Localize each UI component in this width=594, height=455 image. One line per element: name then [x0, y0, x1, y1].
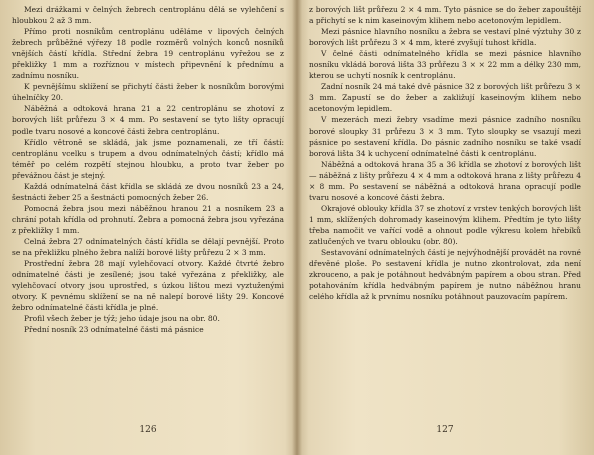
book-gutter: [292, 0, 302, 455]
left-paragraph: Prostřední žebra 28 mají vylehčovací otvory. Každé čtvrté žebro odnímatelné části je zesílené; jsou také vyřezána z překližky, ale vylehčovací otvory jsou uprostřed, s úzkou lištou mezi vyztuženými otvory. K pevnému sklížení se na ně nalepí borové lišty 29. Koncové žebro odnímatelné části křídla je plné.: [12, 259, 284, 313]
left-paragraph: Náběžná a odtoková hrana 21 a 22 centroplánu se zhotoví z borových lišt průřezu 3 × 4 mm. Po sestavení se tyto lišty opracují podle tvaru nosové a koncové části žebra centroplánu.: [12, 104, 284, 136]
left-paragraph: Přímo proti nosníkům centroplánu uděláme v lipových čelných žebrech průběžné výřezy 18 podle rozměrů volných konců nosníků vnějších částí křídla. Střední žebra 19 centroplánu vyřežou se z překližky 1 mm a rozříznou v místech připevnění k přednímu a zadnímu nosníku.: [12, 27, 284, 81]
left-paragraph: Profil všech žeber je týž; jeho údaje jsou na obr. 80.: [24, 314, 220, 324]
right-paragraph: Zadní nosník 24 má také dvě pásnice 32 z borových lišt průřezu 3 × 3 mm. Zapustí se do žeber a zakližují kaseinovým klihem nebo acetonovým lepidlem.: [309, 82, 581, 114]
left-paragraph: Přední nosník 23 odnímatelné části má pásnice: [24, 325, 204, 335]
right-paragraph: Náběžná a odtoková hrana 35 a 36 křídla se zhotoví z borových lišt — náběžná z lišty průřezu 4 × 4 mm a odtoková hrana z lišty průřezu 4 × 8 mm. Po sestavení se náběžná a odtoková hrana opracují podle tvaru nosové a koncové části žebra.: [309, 159, 581, 202]
right-paragraph: z borových lišt průřezu 2 × 4 mm. Tyto pásnice se do žeber zapouštějí a přichytí se k nim kaseinovým klihem nebo acetonovým lepidlem.: [309, 5, 581, 26]
left-paragraph: Mezi drážkami v čelných žebrech centroplánu dělá se vylehčení s hloubkou 2 až 3 mm.: [12, 5, 284, 26]
right-paragraph: V čelné části odnímatelného křídla se mezi pásnice hlavního nosníku vkládá borová lišta 33 průřezu 3 × × 22 mm a délky 230 mm, kterou se uchytí nosník k centroplánu.: [309, 49, 581, 81]
page-number-right: 127: [436, 424, 454, 435]
left-paragraph: Křídlo větroně se skládá, jak jsme poznamenali, ze tří částí: centroplánu vcelku s trupem a dvou odnímatelných částí; křídlo má téměř po celém rozpětí stejnou hloubku, a proto tvar žeber po převážnou část je stejný.: [12, 137, 284, 180]
left-paragraph: Každá odnímatelná část křídla se skládá ze dvou nosníků 23 a 24, šestnácti žeber 25 a šestnácti pomocných žeber 26.: [12, 181, 284, 202]
left-page: [12, 4, 284, 444]
right-paragraph: Okrajové oblouky křídla 37 se zhotoví z vrstev tenkých borových lišt 1 mm, sklížených dohromady kaseinovým klihem. Předtím je tyto lišty třeba namočit ve vařící vodě a ohnout podle výkresu kolem hřebíků zatlučených ve tvaru oblouku (obr. 80).: [309, 203, 581, 246]
right-paragraph: Sestavování odnímatelných částí je nejvýhodnější provádět na rovné dřevěné ploše. Po sestavení křídla je nutno zkontrolovat, zda není zkrouceno, a pak je potáhnout hedvábným papírem a obou stran. Před potahováním křídla hedvábným papírem je nutno náběžnou hranu celého křídla až k prvnímu nosníku potáhnout pauzovacím papírem.: [309, 248, 581, 302]
page-number-left: 126: [139, 424, 157, 435]
right-paragraph: Mezi pásnice hlavního nosníku a žebra se vestaví plné výztuhy 30 z borových lišt průřezu 3 × 4 mm, které zvyšují tuhost křídla.: [309, 27, 581, 48]
left-paragraph: Celná žebra 27 odnímatelných částí křídla se dělají pevnější. Proto se na překližku plného žebra nalíží borové lišty průřezu 2 × 3 mm.: [12, 236, 284, 258]
right-paragraph: V mezerách mezi žebry vsadíme mezi pásnice zadního nosníku borové sloupky 31 průřezu 3 × 3 mm. Tyto sloupky se vsazují mezi pásnice po sestavení křídla. Do pásnic zadního nosníku se také vsadí borová lišta 34 k uchycení odnímatelné části k centroplánu.: [309, 115, 581, 158]
right-page: [309, 4, 581, 444]
left-paragraph: K pevnějšímu sklížení se přichytí části žeber k nosníkům borovými úhelníčky 20.: [12, 82, 284, 103]
left-paragraph: Pomocná žebra jsou mezi náběžnou hranou 21 a nosníkem 23 a chrání potah křídla od prohnutí. Žebra a pomocná žebra jsou vyřezána z překližky 1 mm.: [12, 203, 284, 235]
